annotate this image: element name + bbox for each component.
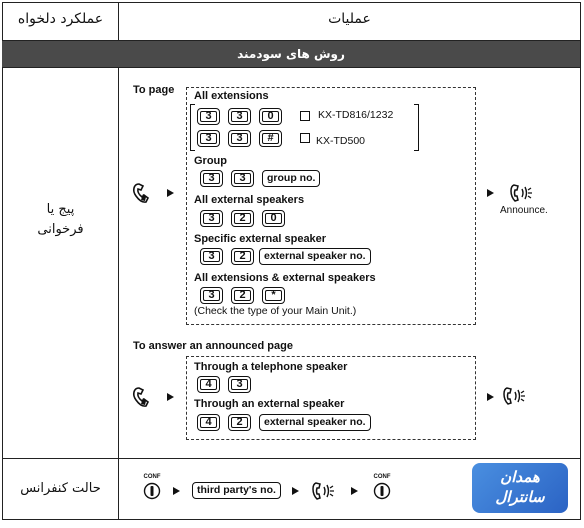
key-0: 0 — [259, 108, 282, 125]
key-3: 3 — [197, 108, 220, 125]
key-3: 3 — [228, 108, 251, 125]
badge-line2: سانترال — [495, 488, 545, 506]
key-hash: # — [259, 130, 282, 147]
key-3: 3 — [200, 210, 223, 227]
key-3: 3 — [228, 130, 251, 147]
key-2: 2 — [231, 210, 254, 227]
conf-label: CONF — [143, 474, 161, 480]
button-icon — [140, 481, 164, 501]
arrow-icon — [487, 189, 494, 197]
talking-handset-icon — [311, 481, 337, 501]
key-2: 2 — [231, 248, 254, 265]
column-divider-lower — [118, 67, 119, 519]
arrow-icon — [167, 393, 174, 401]
row-divider — [2, 458, 580, 459]
arrow-icon — [167, 189, 174, 197]
header-desired-function: عملکرد دلخواه — [17, 11, 104, 27]
key-3: 3 — [228, 376, 251, 393]
key-star: * — [262, 287, 285, 304]
key-0: 0 — [262, 210, 285, 227]
bracket-left — [190, 104, 195, 151]
group-no-key: group no. — [262, 170, 320, 187]
bracket-right — [414, 104, 419, 151]
section-bottom-border — [2, 67, 580, 68]
key-4: 4 — [197, 414, 220, 431]
key-3: 3 — [200, 287, 223, 304]
answer-title: To answer an announced page — [133, 340, 293, 352]
through-external-label: Through an external speaker — [194, 398, 345, 410]
talking-handset-icon — [509, 183, 535, 203]
paging-label-line1: پیج یا — [46, 202, 75, 217]
table-left-border — [2, 2, 3, 520]
paging-label-line2: فرخوانی — [37, 222, 84, 237]
table-top-border — [2, 2, 580, 3]
model-kx-td816: KX-TD816/1232 — [318, 109, 394, 121]
announce-label: Announce. — [500, 205, 548, 216]
header-operations: عملیات — [328, 11, 371, 27]
paging-function-label — [3, 200, 118, 240]
conference-function-label: حالت کنفرانس — [20, 481, 101, 496]
badge-line1: همدان — [500, 468, 540, 486]
specific-external-speaker-label: Specific external speaker — [194, 233, 327, 245]
key-3: 3 — [200, 248, 223, 265]
off-hook-handset-icon — [131, 386, 159, 408]
external-speaker-no-key: external speaker no. — [259, 414, 371, 431]
table-bottom-border — [2, 519, 580, 520]
button-icon — [370, 481, 394, 501]
through-phone-label: Through a telephone speaker — [194, 361, 348, 373]
group-label: Group — [194, 155, 227, 167]
arrow-icon — [487, 393, 494, 401]
key-3: 3 — [197, 130, 220, 147]
checkbox-icon — [300, 111, 310, 121]
conf-label: CONF — [373, 474, 391, 480]
off-hook-handset-icon — [131, 182, 159, 204]
key-3: 3 — [200, 170, 223, 187]
key-4: 4 — [197, 376, 220, 393]
to-page-label: To page — [133, 84, 175, 96]
arrow-icon — [292, 487, 299, 495]
conf-button-icon — [370, 474, 394, 504]
talking-handset-icon — [502, 386, 528, 406]
arrow-icon — [351, 487, 358, 495]
check-note: (Check the type of your Main Unit.) — [194, 305, 357, 317]
all-ext-and-speakers-label: All extensions & external speakers — [194, 272, 376, 284]
all-external-speakers-label: All external speakers — [194, 194, 305, 206]
brand-badge — [472, 463, 568, 513]
section-title: روش های سودمند — [2, 41, 580, 67]
key-2: 2 — [231, 287, 254, 304]
key-2: 2 — [228, 414, 251, 431]
table-right-border — [580, 2, 581, 520]
all-extensions-label: All extensions — [194, 90, 269, 102]
checkbox-icon — [300, 133, 310, 143]
arrow-icon — [173, 487, 180, 495]
external-speaker-no-key: external speaker no. — [259, 248, 371, 265]
key-3: 3 — [231, 170, 254, 187]
third-party-no-key: third party's no. — [192, 482, 281, 499]
model-kx-td500: KX-TD500 — [316, 135, 366, 147]
conf-button-icon — [140, 474, 164, 504]
